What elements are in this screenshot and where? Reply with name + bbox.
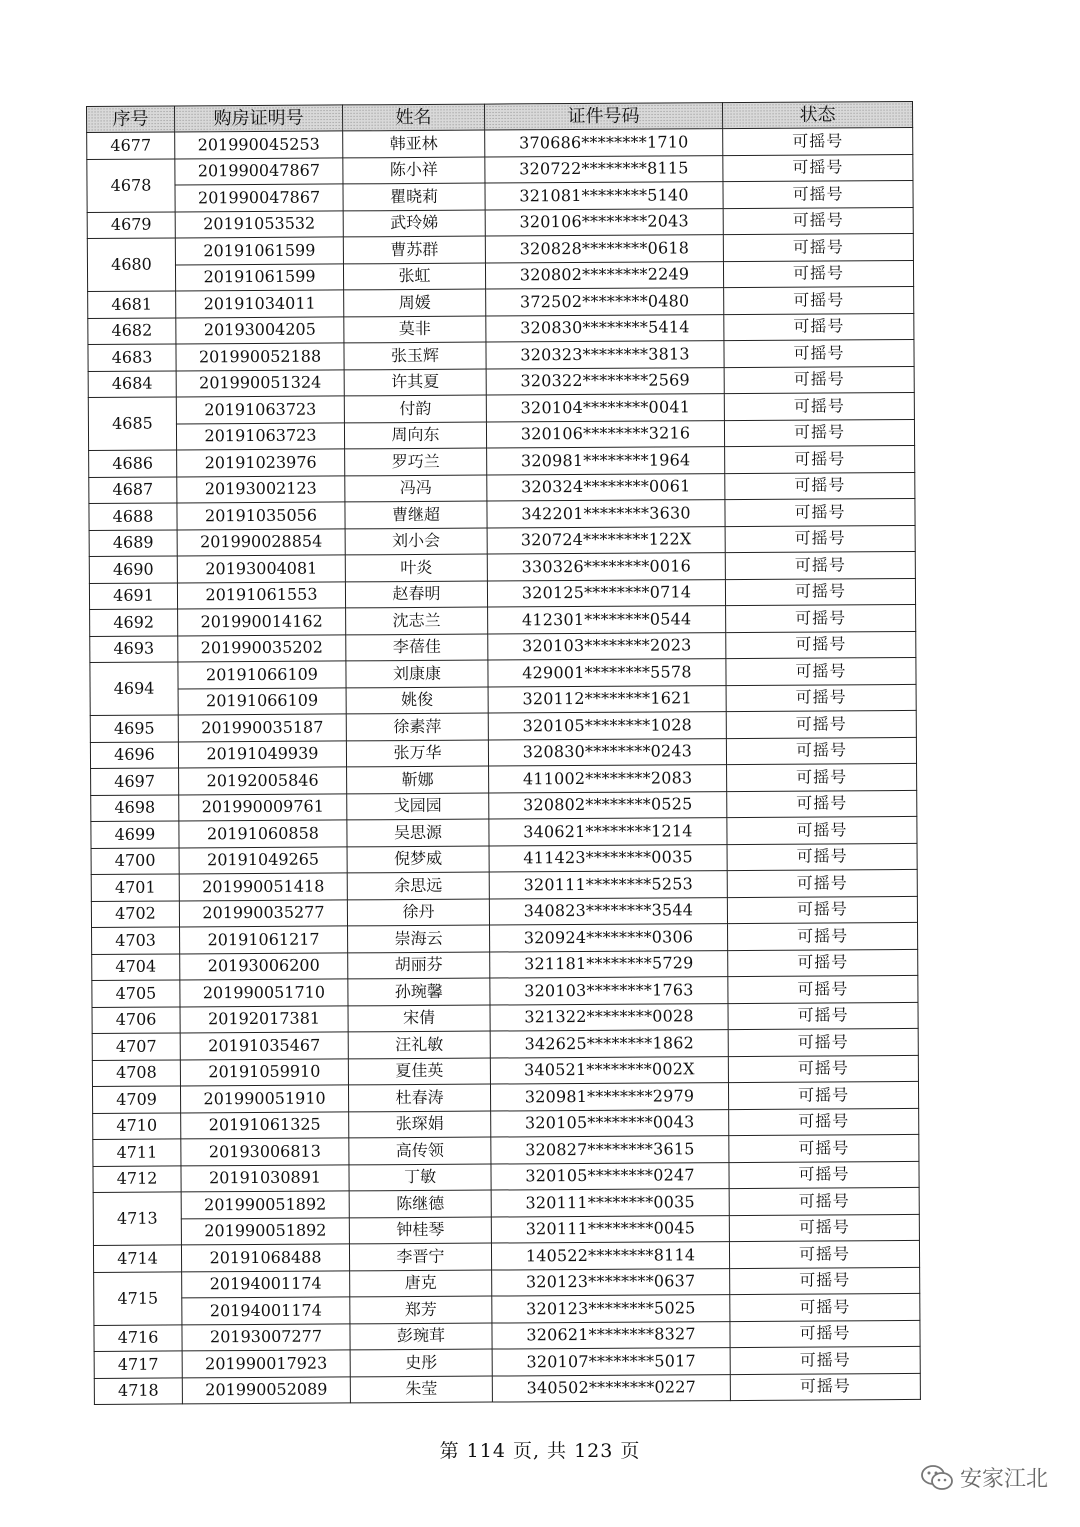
person-name-cell: 崇海云: [348, 925, 490, 952]
cert-number-cell: 20191060858: [179, 820, 347, 848]
header-seq: 序号: [87, 106, 175, 133]
id-number-cell: 320103********2023: [488, 632, 726, 660]
person-name-cell: 张琛娟: [349, 1111, 491, 1138]
person-name-cell: 张玉辉: [344, 342, 486, 369]
id-number-cell: 340502********0227: [492, 1374, 730, 1402]
id-number-cell: 340823********3544: [489, 897, 727, 925]
cert-number-cell: 20191049265: [179, 846, 347, 874]
status-cell: 可摇号: [723, 207, 913, 235]
id-number-cell: 342625********1862: [490, 1030, 728, 1058]
person-name-cell: 郑芳: [350, 1296, 492, 1323]
cert-number-cell: 20191061217: [180, 926, 348, 954]
cert-number-cell: 20191053532: [175, 210, 343, 238]
seq-cell: 4713: [93, 1192, 181, 1246]
id-number-cell: 320105********1028: [488, 712, 726, 740]
id-number-cell: 372502********0480: [486, 288, 724, 316]
header-status: 状态: [722, 101, 912, 128]
person-name-cell: 周向东: [344, 422, 486, 449]
id-number-cell: 320112********1621: [488, 685, 726, 713]
status-cell: 可摇号: [730, 1346, 920, 1374]
seq-cell: 4715: [94, 1271, 182, 1325]
person-name-cell: 刘康康: [346, 660, 488, 687]
status-cell: 可摇号: [727, 896, 917, 924]
header-cert-no: 购房证明号: [175, 105, 343, 132]
status-cell: 可摇号: [728, 1002, 918, 1030]
status-cell: 可摇号: [725, 578, 915, 606]
person-name-cell: 陈小祥: [343, 157, 485, 184]
status-cell: 可摇号: [729, 1214, 919, 1242]
id-number-cell: 320107********5017: [492, 1348, 730, 1376]
person-name-cell: 徐丹: [347, 899, 489, 926]
cert-number-cell: 20191061599: [175, 237, 343, 265]
cert-number-cell: 20191061325: [181, 1111, 349, 1139]
status-cell: 可摇号: [729, 1108, 919, 1136]
id-number-cell: 370686********1710: [485, 129, 723, 157]
status-cell: 可摇号: [727, 843, 917, 871]
cert-number-cell: 201990052089: [182, 1376, 350, 1404]
status-cell: 可摇号: [729, 1134, 919, 1162]
status-cell: 可摇号: [728, 1055, 918, 1083]
cert-number-cell: 201990035202: [178, 634, 346, 662]
status-cell: 可摇号: [728, 975, 918, 1003]
seq-cell: 4698: [91, 794, 179, 821]
seq-cell: 4683: [88, 344, 176, 371]
id-number-cell: 340521********002X: [490, 1056, 728, 1084]
seq-cell: 4692: [90, 609, 178, 636]
person-name-cell: 曹继超: [345, 501, 487, 528]
seq-cell: 4711: [93, 1139, 181, 1166]
id-number-cell: 320105********0247: [491, 1162, 729, 1190]
seq-cell: 4701: [91, 874, 179, 901]
cert-number-cell: 20191061599: [175, 263, 343, 291]
id-number-cell: 320830********0243: [488, 738, 726, 766]
id-number-cell: 320106********3216: [486, 420, 724, 448]
seq-cell: 4682: [88, 317, 176, 344]
seq-cell: 4705: [92, 980, 180, 1007]
cert-number-cell: 201990009761: [179, 793, 347, 821]
cert-number-cell: 201990045253: [175, 131, 343, 159]
status-cell: 可摇号: [724, 286, 914, 314]
cert-number-cell: 20191034011: [176, 290, 344, 318]
cert-number-cell: 20191035467: [180, 1032, 348, 1060]
seq-cell: 4708: [92, 1059, 180, 1086]
cert-number-cell: 20191063723: [176, 422, 344, 450]
person-name-cell: 张万华: [346, 740, 488, 767]
wechat-icon: [920, 1464, 954, 1492]
cert-number-cell: 201990028854: [177, 528, 345, 556]
status-cell: 可摇号: [727, 790, 917, 818]
id-number-cell: 320106********2043: [485, 208, 723, 236]
seq-cell: 4690: [89, 556, 177, 583]
cert-number-cell: 20191035056: [177, 502, 345, 530]
status-cell: 可摇号: [725, 498, 915, 526]
person-name-cell: 彭琬茸: [350, 1323, 492, 1350]
seq-cell: 4677: [87, 132, 175, 159]
id-number-cell: 320123********5025: [492, 1295, 730, 1323]
id-number-cell: 320924********0306: [490, 924, 728, 952]
person-name-cell: 韩亚林: [343, 130, 485, 157]
status-cell: 可摇号: [727, 869, 917, 897]
cert-number-cell: 20191066109: [178, 661, 346, 689]
id-number-cell: 429001********5578: [488, 659, 726, 687]
cert-number-cell: 201990051892: [181, 1217, 349, 1245]
id-number-cell: 320981********1964: [487, 447, 725, 475]
status-cell: 可摇号: [723, 233, 913, 261]
seq-cell: 4689: [89, 529, 177, 556]
cert-number-cell: 201990051418: [179, 873, 347, 901]
person-name-cell: 赵春明: [345, 581, 487, 608]
seq-cell: 4703: [92, 927, 180, 954]
status-cell: 可摇号: [729, 1161, 919, 1189]
id-number-cell: 320827********3615: [491, 1136, 729, 1164]
seq-cell: 4685: [88, 397, 176, 451]
page-number: 第 114 页, 共 123 页: [439, 1440, 641, 1462]
id-number-cell: 320324********0061: [487, 473, 725, 501]
person-name-cell: 高传领: [349, 1137, 491, 1164]
status-cell: 可摇号: [727, 816, 917, 844]
id-number-cell: 321181********5729: [490, 950, 728, 978]
cert-number-cell: 201990051710: [180, 979, 348, 1007]
person-name-cell: 夏佳英: [348, 1058, 490, 1085]
watermark-text: 安家江北: [959, 1467, 1048, 1492]
id-number-cell: 321081********5140: [485, 182, 723, 210]
cert-number-cell: 20191023976: [177, 449, 345, 477]
status-cell: 可摇号: [730, 1373, 920, 1401]
person-name-cell: 靳娜: [347, 766, 489, 793]
seq-cell: 4694: [90, 662, 178, 716]
id-number-cell: 320724********122X: [487, 526, 725, 554]
person-name-cell: 宋倩: [348, 1005, 490, 1032]
id-number-cell: 320621********8327: [492, 1321, 730, 1349]
cert-number-cell: 20191066109: [178, 687, 346, 715]
person-name-cell: 周媛: [344, 289, 486, 316]
status-cell: 可摇号: [723, 127, 913, 155]
status-cell: 可摇号: [723, 260, 913, 288]
status-cell: 可摇号: [723, 154, 913, 182]
person-name-cell: 汪礼敏: [348, 1031, 490, 1058]
id-number-cell: 320111********0045: [491, 1215, 729, 1243]
status-cell: 可摇号: [728, 1081, 918, 1109]
person-name-cell: 沈志兰: [346, 607, 488, 634]
cert-number-cell: 20193006813: [181, 1138, 349, 1166]
seq-cell: 4699: [91, 821, 179, 848]
seq-cell: 4679: [87, 211, 175, 238]
status-cell: 可摇号: [728, 922, 918, 950]
id-number-cell: 411002********2083: [489, 765, 727, 793]
person-name-cell: 胡丽芬: [348, 952, 490, 979]
cert-number-cell: 20193002123: [177, 475, 345, 503]
cert-number-cell: 20194001174: [182, 1297, 350, 1325]
table-row: [94, 1373, 920, 1405]
cert-number-cell: 20192017381: [180, 1005, 348, 1033]
person-name-cell: 陈继德: [349, 1190, 491, 1217]
id-number-cell: 320830********5414: [486, 314, 724, 342]
person-name-cell: 倪梦威: [347, 846, 489, 873]
id-number-cell: 321322********0028: [490, 1003, 728, 1031]
person-name-cell: 武玲娣: [343, 210, 485, 237]
person-name-cell: 莫非: [344, 316, 486, 343]
status-cell: 可摇号: [726, 657, 916, 685]
person-name-cell: 刘小会: [345, 528, 487, 555]
status-cell: 可摇号: [730, 1267, 920, 1295]
person-name-cell: 吴思源: [347, 819, 489, 846]
id-number-cell: 320111********0035: [491, 1189, 729, 1217]
cert-number-cell: 20194001174: [182, 1270, 350, 1298]
header-id-no: 证件号码: [484, 103, 722, 130]
seq-cell: 4687: [89, 476, 177, 503]
seq-cell: 4695: [90, 715, 178, 742]
status-cell: 可摇号: [724, 366, 914, 394]
seq-cell: 4707: [92, 1033, 180, 1060]
seq-cell: 4696: [90, 741, 178, 768]
person-name-cell: 罗巧兰: [345, 448, 487, 475]
person-name-cell: 冯冯: [345, 475, 487, 502]
status-cell: 可摇号: [724, 313, 914, 341]
cert-number-cell: 20193006200: [180, 952, 348, 980]
person-name-cell: 杜春涛: [348, 1084, 490, 1111]
person-name-cell: 朱莹: [350, 1376, 492, 1403]
cert-number-cell: 201990051892: [181, 1191, 349, 1219]
person-name-cell: 姚俊: [346, 687, 488, 714]
person-name-cell: 戈园园: [347, 793, 489, 820]
id-number-cell: 320323********3813: [486, 341, 724, 369]
seq-cell: 4702: [91, 900, 179, 927]
seq-cell: 4688: [89, 503, 177, 530]
status-cell: 可摇号: [728, 949, 918, 977]
seq-cell: 4691: [89, 582, 177, 609]
cert-number-cell: 201990047867: [175, 157, 343, 185]
person-name-cell: 唐克: [350, 1270, 492, 1297]
person-name-cell: 叶炎: [345, 554, 487, 581]
id-number-cell: 320322********2569: [486, 367, 724, 395]
status-cell: 可摇号: [726, 710, 916, 738]
applicant-table: [86, 101, 921, 1405]
id-number-cell: 320981********2979: [490, 1083, 728, 1111]
seq-cell: 4709: [92, 1086, 180, 1113]
cert-number-cell: 20191030891: [181, 1164, 349, 1192]
person-name-cell: 李蓓佳: [346, 634, 488, 661]
status-cell: 可摇号: [724, 392, 914, 420]
person-name-cell: 史彤: [350, 1349, 492, 1376]
seq-cell: 4717: [94, 1351, 182, 1378]
cert-number-cell: 201990014162: [178, 608, 346, 636]
seq-cell: 4700: [91, 847, 179, 874]
id-number-cell: 320802********2249: [485, 261, 723, 289]
cert-number-cell: 201990035277: [179, 899, 347, 927]
cert-number-cell: 20191063723: [176, 396, 344, 424]
status-cell: 可摇号: [723, 180, 913, 208]
status-cell: 可摇号: [729, 1187, 919, 1215]
person-name-cell: 付韵: [344, 395, 486, 422]
cert-number-cell: 201990052188: [176, 343, 344, 371]
status-cell: 可摇号: [727, 763, 917, 791]
status-cell: 可摇号: [724, 339, 914, 367]
person-name-cell: 余思远: [347, 872, 489, 899]
status-cell: 可摇号: [725, 445, 915, 473]
status-cell: 可摇号: [725, 472, 915, 500]
id-number-cell: 320123********0637: [492, 1268, 730, 1296]
id-number-cell: 320105********0043: [491, 1109, 729, 1137]
cert-number-cell: 20193007277: [182, 1323, 350, 1351]
cert-number-cell: 201990017923: [182, 1350, 350, 1378]
status-cell: 可摇号: [726, 604, 916, 632]
id-number-cell: 320103********1763: [490, 977, 728, 1005]
cert-number-cell: 201990051324: [176, 369, 344, 397]
seq-cell: 4693: [90, 635, 178, 662]
status-cell: 可摇号: [730, 1320, 920, 1348]
id-number-cell: 140522********8114: [491, 1242, 729, 1270]
status-cell: 可摇号: [730, 1293, 920, 1321]
cert-number-cell: 20191059910: [180, 1058, 348, 1086]
seq-cell: 4714: [93, 1245, 181, 1272]
seq-cell: 4678: [87, 158, 175, 212]
cert-number-cell: 20193004205: [176, 316, 344, 344]
person-name-cell: 瞿晓莉: [343, 183, 485, 210]
id-number-cell: 411423********0035: [489, 844, 727, 872]
seq-cell: 4716: [94, 1324, 182, 1351]
person-name-cell: 张虹: [343, 263, 485, 290]
seq-cell: 4681: [88, 291, 176, 318]
status-cell: 可摇号: [724, 419, 914, 447]
status-cell: 可摇号: [728, 1028, 918, 1056]
header-name: 姓名: [342, 104, 484, 131]
cert-number-cell: 20191068488: [181, 1244, 349, 1272]
cert-number-cell: 20191049939: [178, 740, 346, 768]
status-cell: 可摇号: [729, 1240, 919, 1268]
status-cell: 可摇号: [726, 684, 916, 712]
person-name-cell: 许其夏: [344, 369, 486, 396]
status-cell: 可摇号: [725, 551, 915, 579]
status-cell: 可摇号: [725, 525, 915, 553]
seq-cell: 4710: [93, 1112, 181, 1139]
person-name-cell: 钟桂琴: [349, 1217, 491, 1244]
id-number-cell: 412301********0544: [488, 606, 726, 634]
id-number-cell: 320125********0714: [487, 579, 725, 607]
seq-cell: 4718: [94, 1377, 182, 1404]
seq-cell: 4684: [88, 370, 176, 397]
id-number-cell: 330326********0016: [487, 553, 725, 581]
status-cell: 可摇号: [726, 737, 916, 765]
cert-number-cell: 201990035187: [178, 714, 346, 742]
status-cell: 可摇号: [726, 631, 916, 659]
cert-number-cell: 20191061553: [177, 581, 345, 609]
person-name-cell: 曹苏群: [343, 236, 485, 263]
seq-cell: 4680: [87, 238, 175, 292]
cert-number-cell: 201990047867: [175, 184, 343, 212]
person-name-cell: 徐素萍: [346, 713, 488, 740]
cert-number-cell: 20192005846: [179, 767, 347, 795]
person-name-cell: 孙琬馨: [348, 978, 490, 1005]
seq-cell: 4697: [91, 768, 179, 795]
seq-cell: 4706: [92, 1006, 180, 1033]
person-name-cell: 李晋宁: [349, 1243, 491, 1270]
id-number-cell: 320104********0041: [486, 394, 724, 422]
cert-number-cell: 20193004081: [177, 555, 345, 583]
seq-cell: 4712: [93, 1165, 181, 1192]
id-number-cell: 320111********5253: [489, 871, 727, 899]
id-number-cell: 320722********8115: [485, 155, 723, 183]
source-watermark: [920, 1462, 1048, 1493]
seq-cell: 4686: [89, 450, 177, 477]
id-number-cell: 320828********0618: [485, 235, 723, 263]
id-number-cell: 342201********3630: [487, 500, 725, 528]
table-body: [87, 127, 921, 1404]
id-number-cell: 340621********1214: [489, 818, 727, 846]
id-number-cell: 320802********0525: [489, 791, 727, 819]
person-name-cell: 丁敏: [349, 1164, 491, 1191]
seq-cell: 4704: [92, 953, 180, 980]
cert-number-cell: 201990051910: [180, 1085, 348, 1113]
